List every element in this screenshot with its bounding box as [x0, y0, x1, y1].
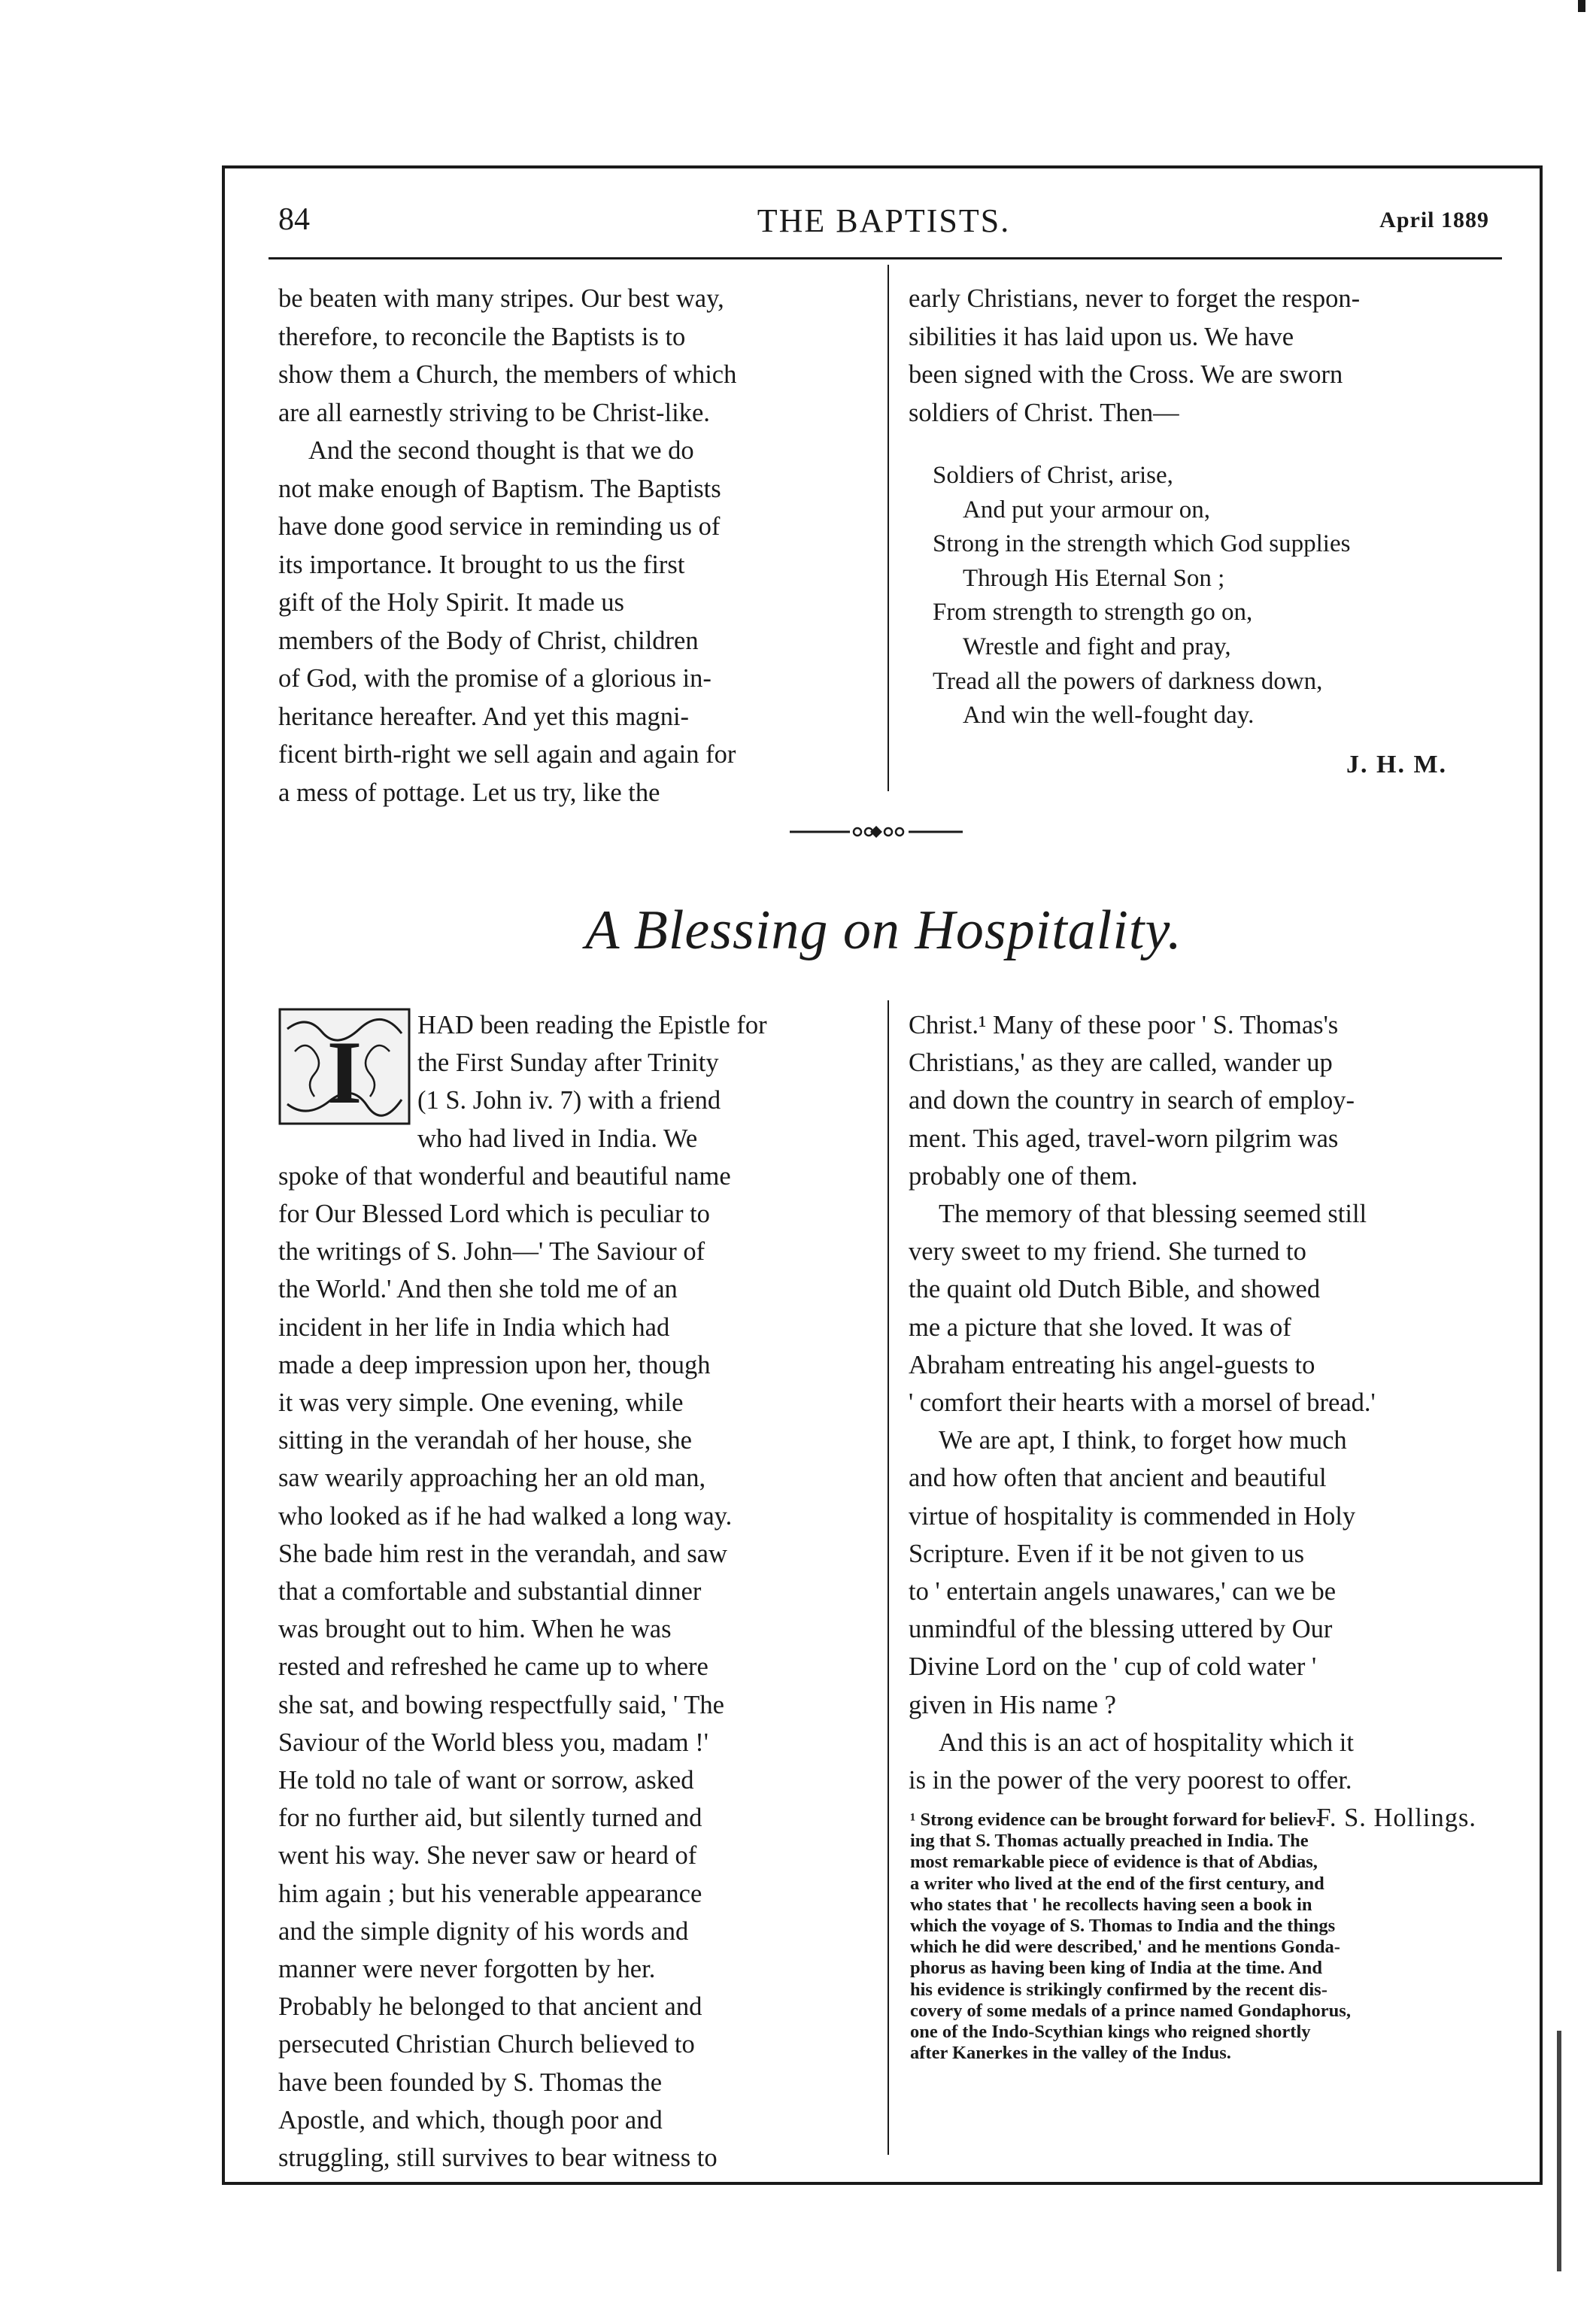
footnote-line: his evidence is strikingly confirmed by the recent dis- [910, 1979, 1327, 2000]
footnote-line: ing that S. Thomas actually preached in India. The [910, 1831, 1309, 1852]
text-line: Divine Lord on the ' cup of cold water ' [909, 1652, 1317, 1682]
text-line: is in the power of the very poorest to offer. [909, 1766, 1352, 1795]
text-line: (1 S. John iv. 7) with a friend [417, 1086, 721, 1115]
verse-line: And win the well-fought day. [963, 702, 1255, 730]
text-line: for no further aid, but silently turned and [278, 1804, 702, 1833]
verse-line: Through His Eternal Son ; [963, 564, 1225, 592]
text-line: We are apt, I think, to forget how much [939, 1426, 1347, 1455]
footnote-line: phorus as having been king of India at the time. And [910, 1958, 1322, 1979]
article-column-divider [888, 1000, 889, 2155]
footnote-line: ¹ Strong evidence can be brought forward for believ- [910, 1810, 1322, 1830]
text-line: The memory of that blessing seemed still [939, 1200, 1367, 1229]
text-line: Christians,' as they are called, wander up [909, 1048, 1333, 1078]
verse-line: Tread all the powers of darkness down, [933, 667, 1323, 695]
dropcap-letter: I [326, 1022, 363, 1122]
footnote-line: one of the Indo-Scythian kings who reigned shortly [910, 2022, 1311, 2043]
text-line: HAD been reading the Epistle for [417, 1011, 767, 1039]
verse-line: Wrestle and fight and pray, [963, 633, 1231, 660]
text-line: soldiers of Christ. Then— [909, 398, 1179, 427]
text-line: the First Sunday after Trinity [417, 1048, 719, 1078]
scan-edge-mark [1557, 2031, 1561, 2271]
text-line: saw wearily approaching her an old man, [278, 1464, 706, 1493]
footnote-line: who states that ' he recollects having seen a book in [910, 1894, 1312, 1915]
text-line: early Christians, never to forget the respon- [909, 284, 1361, 313]
footnote-line: which he did were described,' and he mentions Gonda- [910, 1937, 1340, 1958]
text-line: and down the country in search of employ- [909, 1086, 1355, 1115]
text-line: Apostle, and which, though poor and [278, 2105, 663, 2135]
text-line: She bade him rest in the verandah, and saw [278, 1539, 727, 1568]
text-line: spoke of that wonderful and beautiful name [278, 1161, 731, 1191]
text-line: ficent birth-right we sell again and again for [278, 740, 736, 769]
verse-line: Strong in the strength which God supplies [933, 530, 1351, 558]
article-right-column [909, 1006, 1499, 1837]
text-line: virtue of hospitality is commended in Holy [909, 1501, 1356, 1531]
text-line: its importance. It brought to us the first [278, 550, 685, 579]
footnote-line: after Kanerkes in the valley of the Indus. [910, 2043, 1231, 2064]
text-line: unmindful of the blessing uttered by Our [909, 1615, 1333, 1644]
text-line: a mess of pottage. Let us try, like the [278, 778, 660, 807]
page-number: 84 [278, 202, 310, 237]
hymn-signature: J. H. M. [1346, 751, 1448, 778]
footnote-line: which the voyage of S. Thomas to India and the things [910, 1916, 1336, 1937]
verse-line: And put your armour on, [963, 496, 1211, 523]
text-line: And this is an act of hospitality which it [939, 1728, 1354, 1757]
article-left-column [278, 1006, 876, 2177]
text-line: rested and refreshed he came up to where [278, 1652, 708, 1682]
verse-line: Soldiers of Christ, arise, [933, 462, 1173, 489]
article-title: A Blessing on Hospitality. [585, 900, 1182, 961]
text-line: been signed with the Cross. We are sworn [909, 360, 1343, 389]
text-line: are all earnestly striving to be Christ-like. [278, 398, 710, 427]
text-line: incident in her life in India which had [278, 1312, 670, 1342]
footnote-line: most remarkable piece of evidence is that of Abdias, [910, 1852, 1318, 1873]
text-line: therefore, to reconcile the Baptists is to [278, 322, 686, 351]
text-line: persecuted Christian Church believed to [278, 2030, 695, 2059]
text-line: be beaten with many stripes. Our best way, [278, 284, 724, 313]
text-line: who looked as if he had walked a long way. [278, 1501, 733, 1531]
text-line: she sat, and bowing respectfully said, ' The [278, 1690, 724, 1719]
text-line: gift of the Holy Spirit. It made us [278, 588, 624, 617]
top-left-column [278, 280, 869, 812]
text-line: very sweet to my friend. She turned to [909, 1237, 1306, 1267]
header-rule [269, 257, 1502, 259]
text-line: manner were never forgotten by her. [278, 1955, 656, 1984]
text-line: show them a Church, the members of which [278, 360, 737, 389]
text-line: have done good service in reminding us of [278, 512, 721, 541]
text-line: Scripture. Even if it be not given to us [909, 1539, 1305, 1568]
text-line: heritance hereafter. And yet this magni- [278, 702, 690, 731]
scan-corner-mark [1578, 0, 1585, 12]
text-line: and how often that ancient and beautiful [909, 1464, 1327, 1493]
text-line: probably one of them. [909, 1161, 1138, 1191]
text-line: to ' entertain angels unawares,' can we be [909, 1577, 1337, 1607]
text-line: of God, with the promise of a glorious in- [278, 664, 712, 693]
article-author: F. S. Hollings. [1316, 1804, 1476, 1833]
text-line: sitting in the verandah of her house, she [278, 1426, 692, 1455]
text-line: me a picture that she loved. It was of [909, 1312, 1291, 1342]
text-line: sibilities it has laid upon us. We have [909, 322, 1294, 351]
ornamental-divider [782, 817, 970, 847]
footnote-line: a writer who lived at the end of the first century, and [910, 1873, 1324, 1894]
text-line: members of the Body of Christ, children [278, 626, 699, 655]
text-line: Probably he belonged to that ancient and [278, 1992, 702, 2022]
issue-date: April 1889 [1379, 208, 1489, 232]
text-line: He told no tale of want or sorrow, asked [278, 1766, 694, 1795]
running-header [278, 202, 1489, 247]
verse-line: From strength to strength go on, [933, 599, 1253, 627]
text-line: for Our Blessed Lord which is peculiar to [278, 1200, 710, 1229]
text-line: not make enough of Baptism. The Baptists [278, 474, 721, 503]
text-line: ment. This aged, travel-worn pilgrim was [909, 1124, 1339, 1153]
text-line: have been founded by S. Thomas the [278, 2068, 663, 2097]
text-line: Christ.¹ Many of these poor ' S. Thomas's [909, 1011, 1339, 1039]
text-line: And the second thought is that we do [308, 436, 694, 465]
footnote [910, 1810, 1497, 2064]
top-column-divider [888, 265, 889, 791]
hymn-verse [933, 459, 1504, 733]
text-line: given in His name ? [909, 1690, 1116, 1719]
text-line: the quaint old Dutch Bible, and showed [909, 1275, 1321, 1304]
text-line: struggling, still survives to bear witness to [278, 2144, 718, 2173]
running-title: THE BAPTISTS. [757, 202, 1011, 239]
text-line: was brought out to him. When he was [278, 1615, 672, 1644]
text-line: who had lived in India. We [417, 1124, 698, 1153]
top-right-column [909, 280, 1499, 432]
text-line: ' comfort their hearts with a morsel of bread.' [909, 1388, 1376, 1418]
text-line: that a comfortable and substantial dinner [278, 1577, 702, 1607]
text-line: made a deep impression upon her, though [278, 1350, 711, 1379]
text-line: went his way. She never saw or heard of [278, 1841, 697, 1871]
text-line: Saviour of the World bless you, madam !' [278, 1728, 708, 1757]
text-line: and the simple dignity of his words and [278, 1916, 689, 1946]
text-line: the World.' And then she told me of an [278, 1275, 678, 1304]
text-line: Abraham entreating his angel-guests to [909, 1350, 1315, 1379]
text-line: him again ; but his venerable appearance [278, 1879, 702, 1908]
text-line: it was very simple. One evening, while [278, 1388, 684, 1418]
text-line: the writings of S. John—' The Saviour of [278, 1237, 705, 1267]
footnote-line: covery of some medals of a prince named Gondaphorus, [910, 2000, 1351, 2021]
